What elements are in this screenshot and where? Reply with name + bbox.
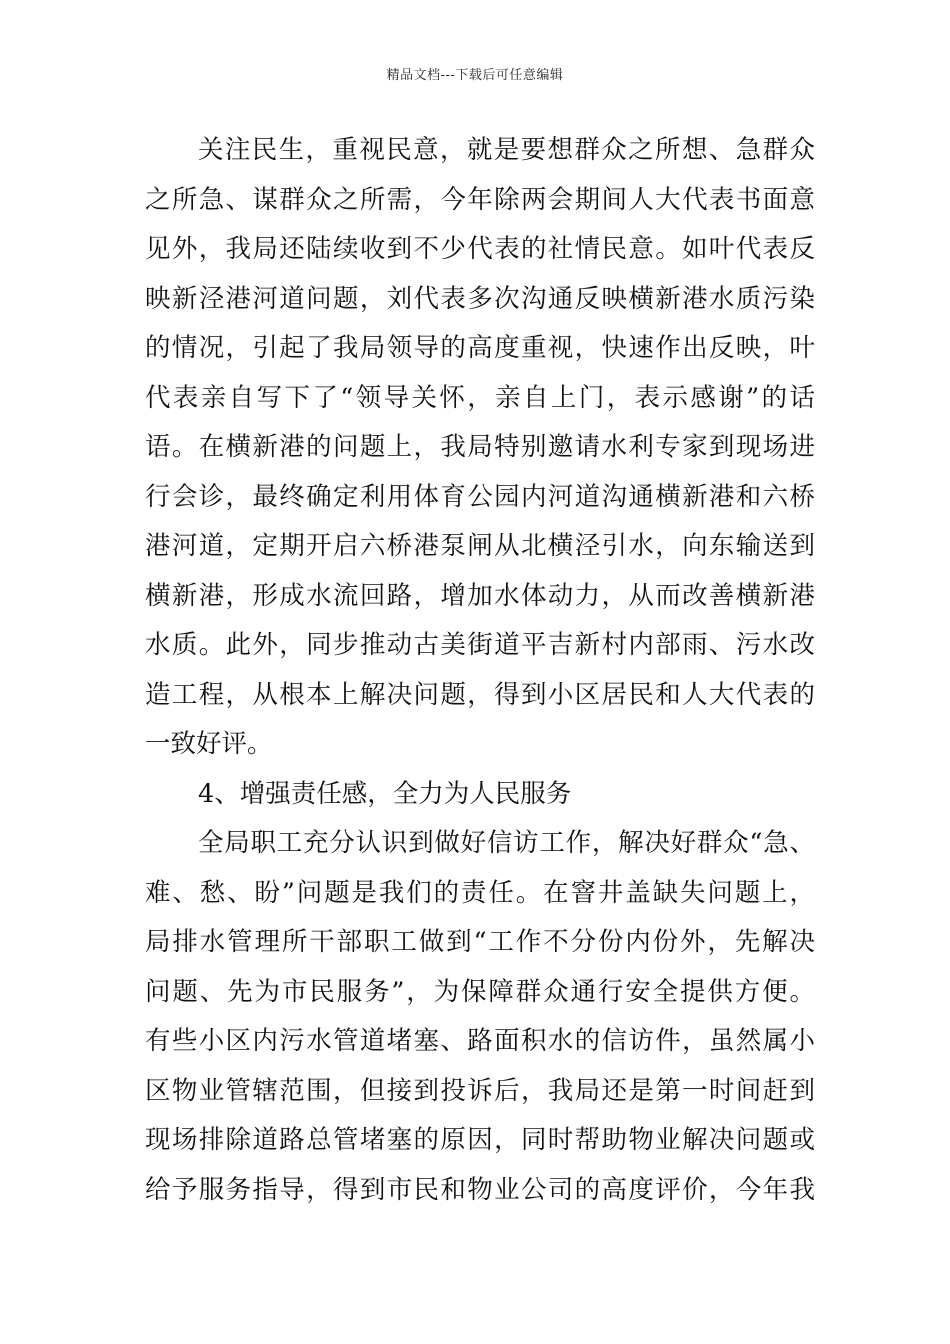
paragraph-line: 难、愁、盼”问题是我们的责任。在窨井盖缺失问题上， [145,878,815,908]
paragraph-line: 的情况，引起了我局领导的高度重视，快速作出反映，叶 [145,333,815,363]
paragraph-line: 关注民生，重视民意，就是要想群众之所想、急群众 [198,135,815,165]
paragraph-line: 区物业管辖范围，但接到投诉后，我局还是第一时间赶到 [145,1076,815,1106]
page-header: 精品文档---下载后可任意编辑 [386,68,564,83]
paragraph-line: 映新泾港河道问题，刘代表多次沟通反映横新港水质污染 [145,284,815,314]
paragraph-line: 局排水管理所干部职工做到“工作不分份内份外，先解决 [145,927,815,957]
paragraph-line: 现场排除道路总管堵塞的原因，同时帮助物业解决问题或 [145,1125,815,1155]
paragraph-line: 问题、先为市民服务”，为保障群众通行安全提供方便。 [145,977,815,1007]
paragraph-line: 横新港，形成水流回路，增加水体动力，从而改善横新港 [145,581,815,611]
paragraph-line: 代表亲自写下了“领导关怀，亲自上门，表示感谢”的话 [145,383,815,413]
paragraph-line: 造工程，从根本上解决问题，得到小区居民和人大代表的 [145,680,815,710]
section-heading: 4、增强责任感，全力为人民服务 [198,779,572,809]
paragraph-line: 水质。此外，同步推动古美街道平吉新村内部雨、污水改 [145,630,815,660]
paragraph-line: 港河道，定期开启六桥港泵闸从北横泾引水，向东输送到 [145,531,815,561]
paragraph-line: 见外，我局还陆续收到不少代表的社情民意。如叶代表反 [145,234,815,264]
paragraph-line: 一致好评。 [145,729,273,759]
paragraph-line: 行会诊，最终确定利用体育公园内河道沟通横新港和六桥 [145,482,815,512]
paragraph-line: 有些小区内污水管道堵塞、路面积水的信访件，虽然属小 [145,1026,815,1056]
paragraph-line: 给予服务指导，得到市民和物业公司的高度评价，今年我 [145,1175,815,1205]
paragraph-line: 全局职工充分认识到做好信访工作，解决好群众“急、 [198,828,815,858]
paragraph-line: 语。在横新港的问题上，我局特别邀请水利专家到现场进 [145,432,815,462]
paragraph-line: 之所急、谋群众之所需，今年除两会期间人大代表书面意 [145,185,815,215]
